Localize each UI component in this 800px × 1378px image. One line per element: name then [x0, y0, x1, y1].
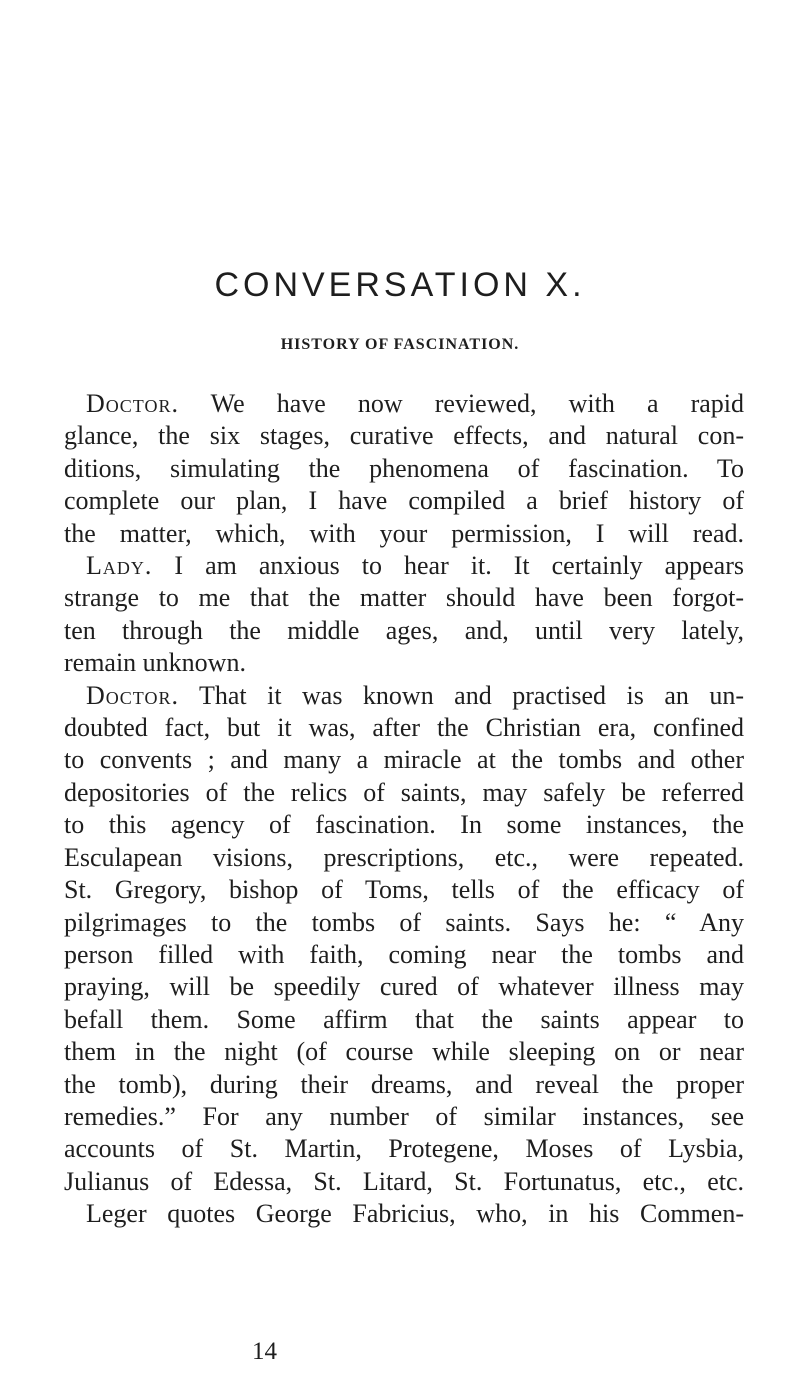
text-line: remain unknown.: [64, 648, 246, 678]
paragraph-1-line-1: [64, 388, 744, 420]
speaker-label: Doctor.: [86, 680, 179, 710]
page-number: 14: [252, 1338, 277, 1365]
text-line: doubted fact, but it was, after the Christian era, confined: [64, 713, 744, 743]
text-line: ten through the middle ages, and, until very lately,: [64, 615, 744, 645]
text-line: them in the night (of course while sleeping on or near: [64, 1037, 744, 1067]
text-line: Leger quotes George Fabricius, who, in his Commen-: [86, 1199, 744, 1229]
text-line: the tomb), during their dreams, and reveal the proper: [64, 1069, 744, 1099]
body-text: [64, 388, 744, 1231]
text-line: We have now reviewed, with a rapid: [210, 389, 745, 418]
text-line: I am anxious to hear it. It certainly appears: [174, 551, 745, 581]
speaker-label: Lady.: [86, 551, 153, 581]
text-line: befall them. Some affirm that the saints appear to: [64, 1004, 744, 1034]
text-line: ditions, simulating the phenomena of fascination. To: [64, 453, 744, 483]
text-line: person filled with faith, coming near the tombs and: [64, 939, 744, 969]
text-line: depositories of the relics of saints, may safely be referred: [64, 777, 744, 807]
text-line: That it was known and practised is an un-: [198, 680, 745, 710]
text-line: the matter, which, with your permission, I will read.: [64, 518, 744, 548]
text-line: Esculapean visions, prescriptions, etc., were repeated.: [64, 842, 744, 872]
text-line: pilgrimages to the tombs of saints. Says he: “ Any: [64, 907, 744, 937]
speaker-label: Doctor.: [86, 389, 179, 418]
text-line: complete our plan, I have compiled a brief history of: [64, 486, 744, 516]
paragraph-2-line-1: [64, 550, 744, 582]
chapter-heading: CONVERSATION X.: [214, 266, 586, 304]
paragraph-3-line-1: [64, 680, 744, 712]
text-line: to convents ; and many a miracle at the tombs and other: [64, 745, 744, 775]
text-line: glance, the six stages, curative effects, and natural con-: [64, 421, 744, 451]
text-line: St. Gregory, bishop of Toms, tells of the efficacy of: [64, 875, 744, 905]
text-line: accounts of St. Martin, Protegene, Moses of Lysbia,: [64, 1134, 744, 1164]
chapter-subtitle: HISTORY OF FASCINATION.: [280, 336, 520, 353]
text-line: to this agency of fascination. In some instances, the: [64, 810, 744, 840]
text-line: strange to me that the matter should have been forgot-: [64, 583, 744, 613]
text-line: Julianus of Edessa, St. Litard, St. Fortunatus, etc., etc.: [64, 1166, 744, 1196]
text-line: praying, will be speedily cured of whatever illness may: [64, 972, 744, 1002]
text-line: remedies.” For any number of similar instances, see: [64, 1101, 744, 1131]
